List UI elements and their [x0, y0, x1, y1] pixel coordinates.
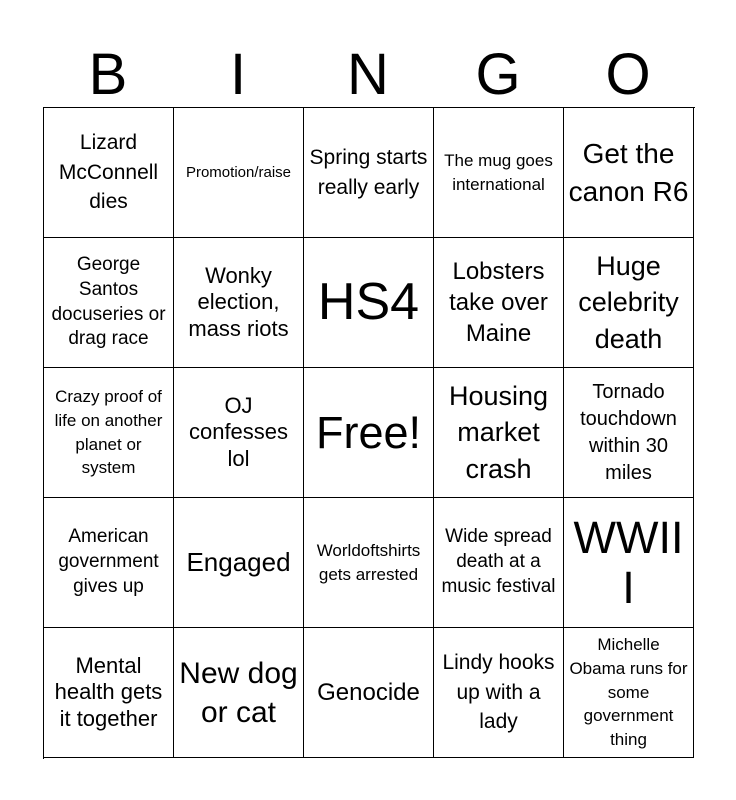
bingo-cell[interactable]: [174, 368, 304, 498]
bingo-cell[interactable]: [564, 238, 694, 368]
cell-text: Michelle Obama runs for some government thing: [569, 635, 688, 750]
cell-text: Wonky election, mass riots: [188, 262, 289, 341]
header-letter-b: B: [88, 42, 128, 107]
cell-text: Lizard McConnell dies: [58, 131, 159, 214]
cell-text: HS4: [317, 272, 420, 331]
bingo-grid: [43, 107, 695, 759]
cell-text: Get the canon R6: [568, 137, 689, 207]
header-letter-o: O: [605, 42, 651, 107]
bingo-cell[interactable]: [434, 498, 564, 628]
bingo-cell[interactable]: [434, 368, 564, 498]
cell-text: OJ confesses lol: [188, 392, 289, 471]
cell-text: New dog or cat: [179, 656, 298, 729]
bingo-cell[interactable]: [564, 108, 694, 238]
bingo-cell[interactable]: [434, 238, 564, 368]
bingo-cell[interactable]: [44, 108, 174, 238]
bingo-cell[interactable]: [44, 498, 174, 628]
cell-text: Mental health gets it together: [54, 652, 163, 731]
bingo-cell[interactable]: [434, 628, 564, 758]
cell-text: Tornado touchdown within 30 miles: [580, 380, 677, 484]
cell-text: George Santos docuseries or drag race: [51, 254, 166, 350]
cell-text: Genocide: [317, 678, 420, 706]
cell-text: Lobsters take over Maine: [449, 257, 548, 348]
free-space[interactable]: [304, 368, 434, 498]
bingo-cell[interactable]: [44, 628, 174, 758]
bingo-cell[interactable]: [304, 628, 434, 758]
bingo-cell[interactable]: [304, 108, 434, 238]
bingo-cell[interactable]: [174, 498, 304, 628]
bingo-cell[interactable]: [174, 628, 304, 758]
bingo-cell[interactable]: [564, 498, 694, 628]
header-letter-g: G: [475, 42, 521, 107]
cell-text: American government gives up: [58, 526, 159, 597]
bingo-cell[interactable]: [434, 108, 564, 238]
cell-text: Lindy hooks up with a lady: [442, 651, 555, 734]
header-letter-i: I: [229, 42, 247, 107]
bingo-cell[interactable]: [44, 238, 174, 368]
cell-text: Free!: [315, 406, 422, 458]
bingo-cell[interactable]: [564, 368, 694, 498]
cell-text: WWIII: [573, 512, 684, 613]
cell-text: Promotion/raise: [185, 163, 292, 181]
cell-text: Crazy proof of life on another planet or system: [54, 386, 163, 478]
cell-text: Spring starts really early: [309, 146, 428, 199]
cell-text: The mug goes international: [444, 150, 553, 194]
bingo-cell[interactable]: [44, 368, 174, 498]
header-letter-n: N: [347, 42, 389, 107]
bingo-cell[interactable]: [564, 628, 694, 758]
bingo-cell[interactable]: [304, 498, 434, 628]
cell-text: Worldoftshirts gets arrested: [316, 540, 421, 584]
bingo-cell[interactable]: [174, 108, 304, 238]
cell-text: Engaged: [186, 547, 291, 578]
bingo-cell[interactable]: [304, 238, 434, 368]
bingo-cell[interactable]: [174, 238, 304, 368]
cell-text: Huge celebrity death: [578, 250, 679, 354]
cell-text: Housing market crash: [448, 380, 549, 484]
cell-text: Wide spread death at a music festival: [441, 526, 556, 597]
bingo-header: [43, 42, 693, 108]
